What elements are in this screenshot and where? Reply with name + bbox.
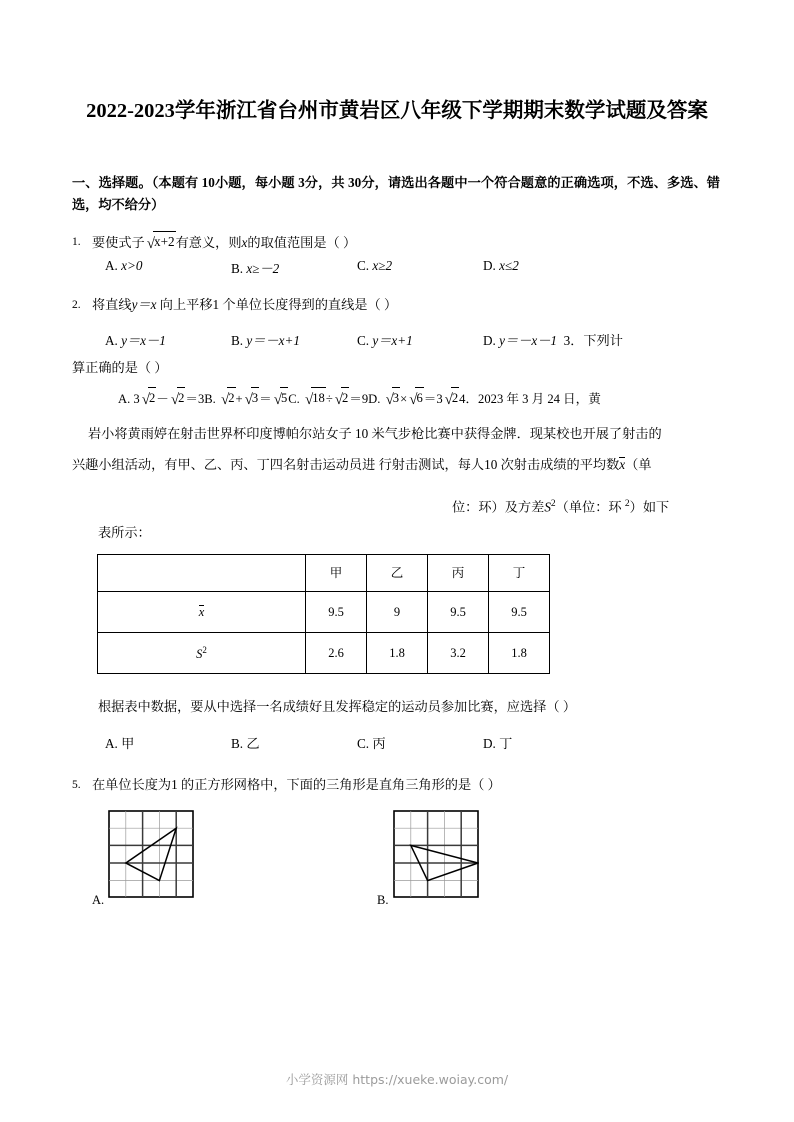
grid-figure-a-svg (108, 810, 194, 898)
q4-line-3 (72, 455, 652, 475)
q1-option-b-text: x≥－2 (246, 261, 280, 276)
q2-option-c[interactable] (357, 330, 413, 349)
q4-option-b[interactable] (231, 733, 260, 752)
q1-option-c-label: C. (357, 258, 370, 273)
question-3-options (118, 388, 601, 410)
grid-figure-b-svg (393, 810, 479, 898)
q4-option-d-label: D. (483, 736, 496, 751)
sqrt-icon: √2 (333, 388, 350, 410)
q2-option-a-text: y＝x－1 (121, 333, 166, 348)
sqrt-icon: √2 (169, 388, 186, 410)
q1-stem-part-b: 有意义，则 (175, 235, 242, 250)
sqrt-icon: √3 (243, 388, 260, 410)
q3-option-d[interactable]: D. √3× √6＝3 √2 (368, 392, 459, 406)
q1-option-d-label: D. (483, 258, 496, 273)
q1-option-a[interactable] (105, 258, 142, 274)
table-cell-var-bing: 3.2 (428, 633, 489, 674)
q4-option-a-label: A. (105, 736, 118, 751)
q3-option-c-label: C. (288, 392, 300, 406)
q4-line4-tail: ）如下 (629, 499, 670, 515)
figure-a-label: A. (92, 893, 105, 907)
q4-line3-tail: （单 (625, 457, 652, 472)
figure-b-label: B. (377, 893, 389, 907)
q2-option-c-label: C. (357, 333, 370, 348)
sqrt-icon: √5 (272, 388, 289, 410)
q1-radicand: x+2 (153, 231, 176, 252)
q2-option-b-text: y＝－x+1 (246, 333, 300, 348)
q4-line3-text: 兴趣小组活动，有甲、乙、丙、丁四名射击运动员进 行射击测试，每人10 次射击成绩的平均数 (72, 457, 620, 472)
q3-option-a-label: A. (118, 392, 131, 406)
q4-number-inline: 4．2023 年 3 月 24 日，黄 (459, 392, 601, 406)
sqrt-icon: √18 (303, 388, 326, 410)
table-row-label-variance: $S^2$ (98, 633, 306, 674)
q4-option-a[interactable] (105, 733, 134, 752)
q1-option-d-text: x≤2 (499, 258, 519, 273)
table-row (98, 592, 550, 633)
q1-stem-part-a: 要使式子 (92, 235, 145, 250)
footer-watermark: 小学资源网 https://xueke.woiay.com/ (285, 1072, 509, 1087)
q4-option-c[interactable] (357, 733, 386, 752)
sqrt-icon: √x+2 (145, 232, 176, 254)
q3-option-c[interactable]: C. √18÷ √2＝9 (288, 392, 368, 406)
q2-option-b[interactable] (231, 330, 300, 349)
table-cell-mean-yi: 9 (367, 592, 428, 633)
page-title: 2022-2023学年浙江省台州市黄岩区八年级下学期期末数学试题及答案 (86, 100, 708, 122)
q1-option-c-text: x≥2 (372, 258, 393, 273)
q1-stem-part-c: 的取值范围是（ ） (247, 235, 357, 250)
table-row-label-mean (98, 592, 306, 633)
x-bar-symbol: x (619, 457, 626, 472)
table-header-empty (98, 555, 306, 592)
q4-option-c-text: 丙 (372, 736, 386, 751)
table-cell-var-yi: 1.8 (367, 633, 428, 674)
q4-option-d[interactable] (483, 733, 512, 752)
q3-option-d-label: D. (368, 392, 381, 406)
q4-question-line: 根据表中数据，要从中选择一名成绩好且发挥稳定的运动员参加比赛，应选择（ ） (98, 699, 577, 714)
sqrt-icon: √2 (219, 388, 236, 410)
q2-option-a[interactable] (105, 330, 166, 349)
sqrt-icon: √6 (407, 388, 424, 410)
q1-option-b[interactable] (231, 258, 279, 277)
variance-symbol: S (544, 499, 551, 515)
table-cell-mean-ding: 9.5 (489, 592, 550, 633)
q2-stem-part-a: 将直线 (92, 297, 132, 312)
q4-line4-mid: （单位：环 (555, 499, 625, 515)
section-header: 一、选择题。（本题有 10小题，每小题 3分，共 30分，请选出各题中一个符合题意的正确选项，不选、多选、错选，均不给分） (72, 175, 720, 212)
question-5-stem: 在单位长度为1 的正方形网格中，下面的三角形是直角三角形的是（ ） (92, 777, 501, 792)
q1-option-c[interactable] (357, 258, 392, 274)
statistics-table (97, 554, 550, 674)
q2-option-a-label: A. (105, 333, 118, 348)
q2-option-d[interactable] (483, 330, 623, 349)
q4-option-b-text: 乙 (246, 736, 260, 751)
question-3-stem: 算正确的是（ ） (72, 360, 168, 375)
q1-option-a-text: x>0 (121, 258, 143, 273)
q1-option-d[interactable] (483, 258, 519, 274)
q4-option-b-label: B. (231, 736, 244, 751)
table-header-jia: 甲 (306, 555, 367, 592)
q4-option-c-label: C. (357, 736, 370, 751)
sqrt-icon: √2 (140, 388, 157, 410)
x-bar-symbol: x (198, 604, 205, 619)
table-header-row (98, 555, 550, 592)
table-cell-var-jia: 2.6 (306, 633, 367, 674)
table-header-ding: 丁 (489, 555, 550, 592)
table-cell-mean-bing: 9.5 (428, 592, 489, 633)
q4-option-d-text: 丁 (499, 736, 513, 751)
q3-number-inline: 3．下列计 (563, 333, 623, 348)
sqrt-icon: √2 (443, 388, 460, 410)
question-2-stem (92, 295, 397, 315)
q4-line-5: 表所示： (98, 525, 151, 540)
q3-option-b-label: B. (204, 392, 216, 406)
figure-b-grid (393, 810, 479, 903)
q2-option-b-label: B. (231, 333, 244, 348)
table-header-bing: 丙 (428, 555, 489, 592)
q2-option-c-text: y＝x+1 (372, 333, 413, 348)
q3-option-a[interactable]: A. 3 √2－ √2＝3 (118, 392, 204, 406)
q1-option-b-label: B. (231, 261, 244, 276)
q1-variable: x (241, 235, 248, 250)
q2-equation: y＝x (131, 297, 157, 312)
q4-line-4: 位：环）及方差$S^2$（单位：环 $^2$）如下 (452, 499, 670, 515)
q1-option-a-label: A. (105, 258, 118, 273)
question-2-number: 2. (72, 299, 81, 311)
q4-line-2: 岩小将黄雨婷在射击世界杯印度博帕尔站女子 10 米气步枪比赛中获得金牌．现某校也开展了射击的 (88, 426, 662, 441)
table-row (98, 633, 550, 674)
q2-option-d-label: D. (483, 333, 496, 348)
table-cell-mean-jia: 9.5 (306, 592, 367, 633)
figure-a-grid (108, 810, 194, 903)
table-header-yi: 乙 (367, 555, 428, 592)
question-1-number: 1. (72, 236, 81, 248)
q4-option-a-text: 甲 (121, 736, 135, 751)
table-cell-var-ding: 1.8 (489, 633, 550, 674)
sqrt-icon: √3 (384, 388, 401, 410)
question-1-stem (92, 232, 356, 254)
q4-line4-text: 位：环）及方差 (452, 499, 545, 515)
question-5-number: 5. (72, 779, 81, 791)
q3-option-b[interactable]: B. √2+ √3＝ √5 (204, 392, 288, 406)
q2-option-d-text: y＝－x－1 (499, 333, 557, 348)
q2-stem-part-b: 向上平移1 个单位长度得到的直线是（ ） (159, 297, 398, 312)
